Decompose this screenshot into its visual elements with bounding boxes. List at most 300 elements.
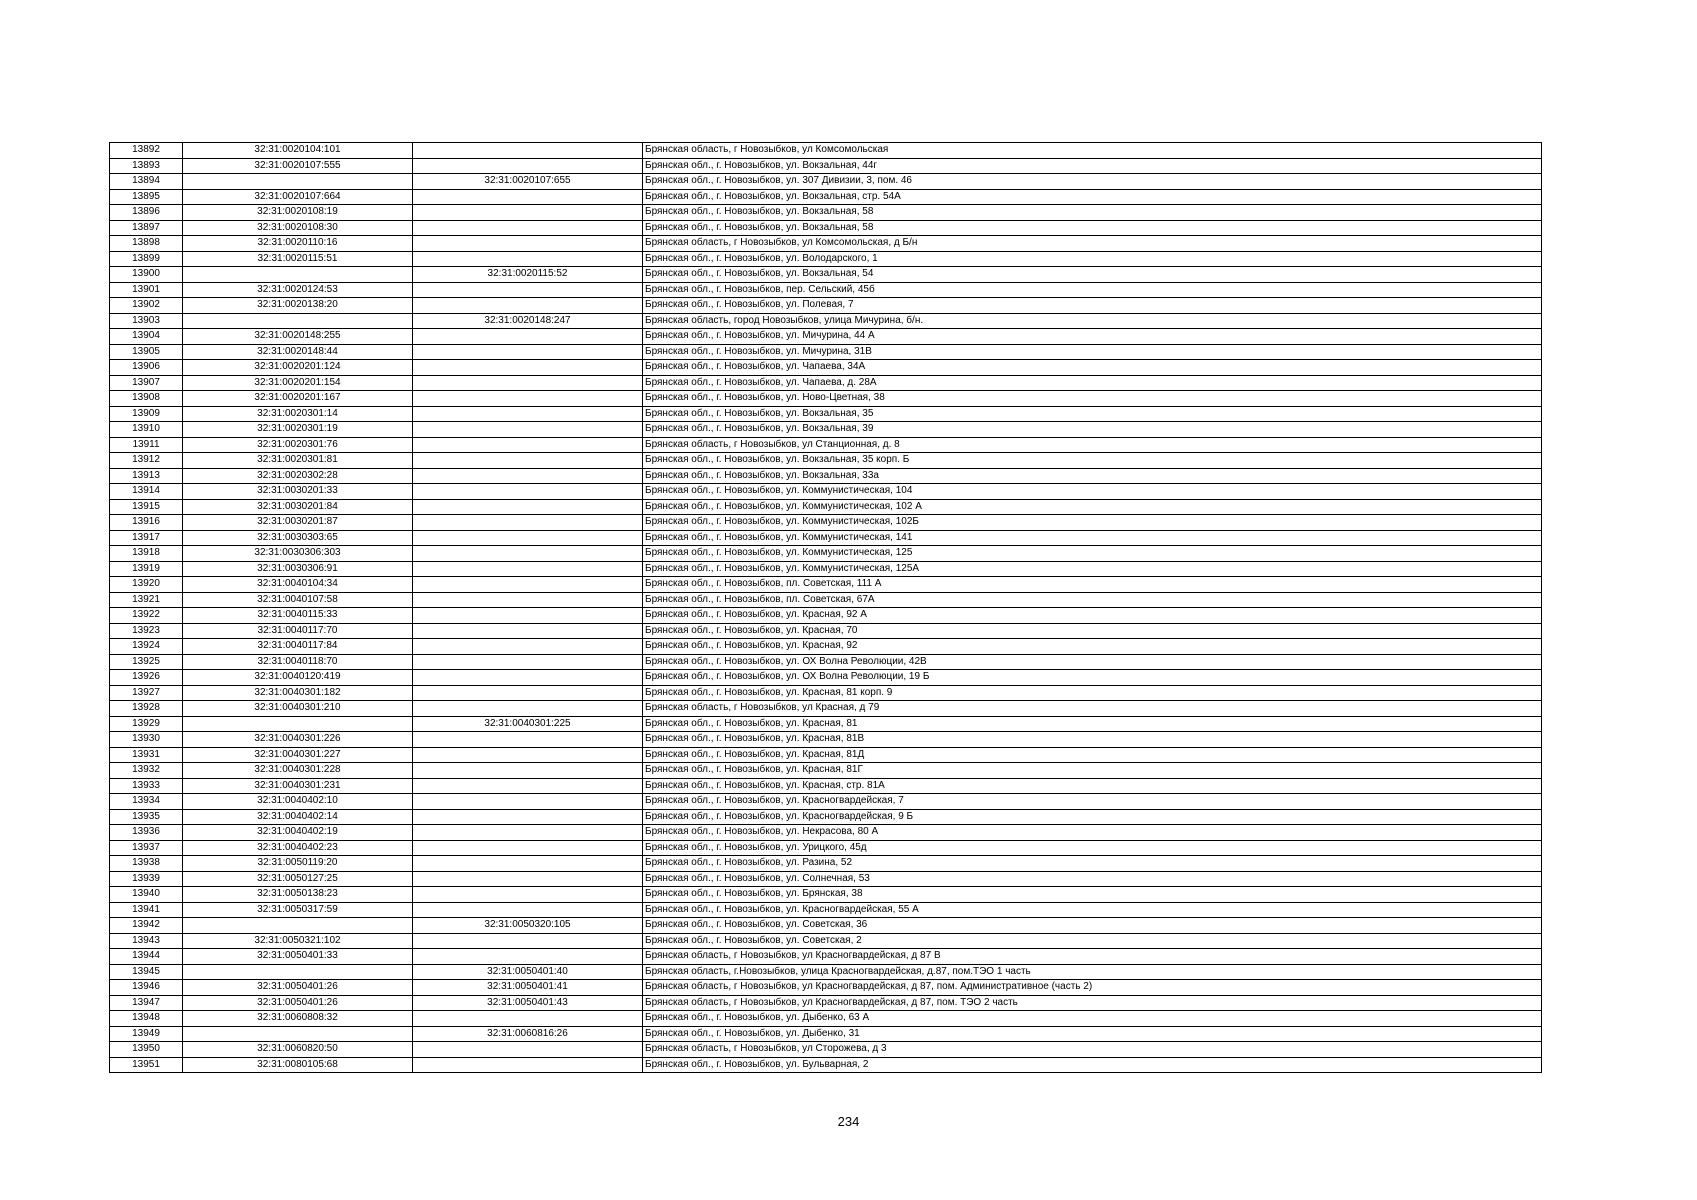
address-cell: Брянская обл., г. Новозыбков, ул. ОХ Волна Революции, 19 Б bbox=[643, 670, 1542, 686]
cadastral-number-alt-cell bbox=[413, 949, 643, 965]
cadastral-number-alt-cell bbox=[413, 840, 643, 856]
cadastral-number-cell: 32:31:0030201:33 bbox=[183, 484, 413, 500]
row-number-cell: 13943 bbox=[110, 933, 183, 949]
table-row bbox=[110, 406, 1542, 422]
table-row bbox=[110, 887, 1542, 903]
table-row bbox=[110, 313, 1542, 329]
address-cell: Брянская обл., г. Новозыбков, ул. Коммунистическая, 102Б bbox=[643, 515, 1542, 531]
registry-table bbox=[109, 142, 1542, 1073]
cadastral-number-cell: 32:31:0050317:59 bbox=[183, 902, 413, 918]
address-cell: Брянская обл., г. Новозыбков, пл. Советская, 111 А bbox=[643, 577, 1542, 593]
cadastral-number-cell: 32:31:0040120:419 bbox=[183, 670, 413, 686]
cadastral-number-cell: 32:31:0020148:44 bbox=[183, 344, 413, 360]
row-number-cell: 13908 bbox=[110, 391, 183, 407]
cadastral-number-cell: 32:31:0020108:19 bbox=[183, 205, 413, 221]
table-row bbox=[110, 282, 1542, 298]
cadastral-number-cell: 32:31:0040301:227 bbox=[183, 747, 413, 763]
table-row bbox=[110, 577, 1542, 593]
cadastral-number-cell: 32:31:0020107:555 bbox=[183, 158, 413, 174]
row-number-cell: 13923 bbox=[110, 623, 183, 639]
cadastral-number-alt-cell bbox=[413, 778, 643, 794]
table-row bbox=[110, 499, 1542, 515]
table-row bbox=[110, 205, 1542, 221]
address-cell: Брянская область, г Новозыбков, ул Красногвардейская, д 87, пом. Административное (часть 2) bbox=[643, 980, 1542, 996]
cadastral-number-alt-cell bbox=[413, 189, 643, 205]
table-row bbox=[110, 468, 1542, 484]
address-cell: Брянская обл., г. Новозыбков, пл. Советская, 67А bbox=[643, 592, 1542, 608]
table-row bbox=[110, 1042, 1542, 1058]
cadastral-number-cell: 32:31:0040402:10 bbox=[183, 794, 413, 810]
cadastral-number-alt-cell bbox=[413, 747, 643, 763]
row-number-cell: 13936 bbox=[110, 825, 183, 841]
page-number: 234 bbox=[837, 1114, 860, 1129]
table-row bbox=[110, 747, 1542, 763]
row-number-cell: 13933 bbox=[110, 778, 183, 794]
address-cell: Брянская обл., г. Новозыбков, ул. Красная, 92 А bbox=[643, 608, 1542, 624]
cadastral-number-cell: 32:31:0020110:16 bbox=[183, 236, 413, 252]
table-row bbox=[110, 825, 1542, 841]
table-row bbox=[110, 794, 1542, 810]
row-number-cell: 13926 bbox=[110, 670, 183, 686]
table-row bbox=[110, 902, 1542, 918]
row-number-cell: 13911 bbox=[110, 437, 183, 453]
address-cell: Брянская обл., г. Новозыбков, ул. Некрасова, 80 А bbox=[643, 825, 1542, 841]
table-row bbox=[110, 1026, 1542, 1042]
address-cell: Брянская область, г Новозыбков, ул Комсомольская bbox=[643, 143, 1542, 159]
address-cell: Брянская обл., г. Новозыбков, ул. Бульварная, 2 bbox=[643, 1057, 1542, 1073]
cadastral-number-alt-cell bbox=[413, 794, 643, 810]
cadastral-number-cell: 32:31:0040402:19 bbox=[183, 825, 413, 841]
row-number-cell: 13947 bbox=[110, 995, 183, 1011]
cadastral-number-alt-cell bbox=[413, 515, 643, 531]
cadastral-number-alt-cell: 32:31:0050401:43 bbox=[413, 995, 643, 1011]
cadastral-number-alt-cell: 32:31:0020107:655 bbox=[413, 174, 643, 190]
table-row bbox=[110, 236, 1542, 252]
row-number-cell: 13895 bbox=[110, 189, 183, 205]
row-number-cell: 13929 bbox=[110, 716, 183, 732]
address-cell: Брянская обл., г. Новозыбков, ул. Красная, 92 bbox=[643, 639, 1542, 655]
cadastral-number-alt-cell: 32:31:0050401:40 bbox=[413, 964, 643, 980]
row-number-cell: 13948 bbox=[110, 1011, 183, 1027]
cadastral-number-cell: 32:31:0050321:102 bbox=[183, 933, 413, 949]
cadastral-number-cell: 32:31:0030306:303 bbox=[183, 546, 413, 562]
row-number-cell: 13949 bbox=[110, 1026, 183, 1042]
address-cell: Брянская обл., г. Новозыбков, ул. Брянская, 38 bbox=[643, 887, 1542, 903]
row-number-cell: 13919 bbox=[110, 561, 183, 577]
address-cell: Брянская область, г Новозыбков, ул Красногвардейская, д 87 В bbox=[643, 949, 1542, 965]
table-row bbox=[110, 871, 1542, 887]
table-row bbox=[110, 716, 1542, 732]
cadastral-number-cell: 32:31:0030201:87 bbox=[183, 515, 413, 531]
cadastral-number-alt-cell bbox=[413, 220, 643, 236]
cadastral-number-cell: 32:31:0040301:228 bbox=[183, 763, 413, 779]
cadastral-number-cell bbox=[183, 918, 413, 934]
table-row bbox=[110, 933, 1542, 949]
cadastral-number-cell: 32:31:0020301:76 bbox=[183, 437, 413, 453]
row-number-cell: 13925 bbox=[110, 654, 183, 670]
cadastral-number-alt-cell bbox=[413, 623, 643, 639]
address-cell: Брянская обл., г. Новозыбков, ул. Вокзальная, 33а bbox=[643, 468, 1542, 484]
address-cell: Брянская обл., г. Новозыбков, ул. Красногвардейская, 7 bbox=[643, 794, 1542, 810]
address-cell: Брянская обл., г. Новозыбков, ул. Володарского, 1 bbox=[643, 251, 1542, 267]
cadastral-number-alt-cell bbox=[413, 406, 643, 422]
address-cell: Брянская обл., г. Новозыбков, ул. Вокзальная, 58 bbox=[643, 220, 1542, 236]
table-row bbox=[110, 778, 1542, 794]
table-row bbox=[110, 453, 1542, 469]
cadastral-number-alt-cell bbox=[413, 1011, 643, 1027]
row-number-cell: 13920 bbox=[110, 577, 183, 593]
cadastral-number-alt-cell: 32:31:0020115:52 bbox=[413, 267, 643, 283]
address-cell: Брянская обл., г. Новозыбков, ул. Вокзальная, стр. 54А bbox=[643, 189, 1542, 205]
row-number-cell: 13932 bbox=[110, 763, 183, 779]
cadastral-number-cell: 32:31:0050401:33 bbox=[183, 949, 413, 965]
row-number-cell: 13893 bbox=[110, 158, 183, 174]
cadastral-number-cell: 32:31:0040301:226 bbox=[183, 732, 413, 748]
row-number-cell: 13922 bbox=[110, 608, 183, 624]
table-row bbox=[110, 592, 1542, 608]
row-number-cell: 13906 bbox=[110, 360, 183, 376]
cadastral-number-alt-cell bbox=[413, 809, 643, 825]
cadastral-number-alt-cell bbox=[413, 282, 643, 298]
address-cell: Брянская обл., г. Новозыбков, ул. 307 Дивизии, 3, пом. 46 bbox=[643, 174, 1542, 190]
table-row bbox=[110, 856, 1542, 872]
address-cell: Брянская обл., г. Новозыбков, ул. Красная, 81 bbox=[643, 716, 1542, 732]
address-cell: Брянская обл., г. Новозыбков, ул. Красная, 81В bbox=[643, 732, 1542, 748]
cadastral-number-alt-cell bbox=[413, 360, 643, 376]
row-number-cell: 13892 bbox=[110, 143, 183, 159]
cadastral-number-cell: 32:31:0040117:84 bbox=[183, 639, 413, 655]
table-row bbox=[110, 964, 1542, 980]
cadastral-number-cell: 32:31:0020301:81 bbox=[183, 453, 413, 469]
address-cell: Брянская обл., г. Новозыбков, пер. Сельский, 45б bbox=[643, 282, 1542, 298]
cadastral-number-cell: 32:31:0060820:50 bbox=[183, 1042, 413, 1058]
address-cell: Брянская обл., г. Новозыбков, ул. Коммунистическая, 141 bbox=[643, 530, 1542, 546]
address-cell: Брянская область, г Новозыбков, ул Комсомольская, д Б/н bbox=[643, 236, 1542, 252]
address-cell: Брянская обл., г. Новозыбков, ул. Красная, 81Д bbox=[643, 747, 1542, 763]
table-row bbox=[110, 530, 1542, 546]
row-number-cell: 13941 bbox=[110, 902, 183, 918]
table-row bbox=[110, 143, 1542, 159]
cadastral-number-cell: 32:31:0030306:91 bbox=[183, 561, 413, 577]
table-row bbox=[110, 546, 1542, 562]
address-cell: Брянская обл., г. Новозыбков, ул. Советская, 36 bbox=[643, 918, 1542, 934]
cadastral-number-cell: 32:31:0020301:14 bbox=[183, 406, 413, 422]
table-row bbox=[110, 732, 1542, 748]
cadastral-number-cell bbox=[183, 1026, 413, 1042]
address-cell: Брянская область, г.Новозыбков, улица Красногвардейская, д.87, пом.ТЭО 1 часть bbox=[643, 964, 1542, 980]
cadastral-number-alt-cell bbox=[413, 639, 643, 655]
cadastral-number-alt-cell bbox=[413, 468, 643, 484]
cadastral-number-alt-cell: 32:31:0050320:105 bbox=[413, 918, 643, 934]
address-cell: Брянская обл., г. Новозыбков, ул. Советская, 2 bbox=[643, 933, 1542, 949]
cadastral-number-alt-cell bbox=[413, 484, 643, 500]
row-number-cell: 13951 bbox=[110, 1057, 183, 1073]
cadastral-number-alt-cell: 32:31:0060816:26 bbox=[413, 1026, 643, 1042]
registry-table-body bbox=[110, 143, 1542, 1073]
table-row bbox=[110, 840, 1542, 856]
table-row bbox=[110, 654, 1542, 670]
address-cell: Брянская обл., г. Новозыбков, ул. Красная, 81 корп. 9 bbox=[643, 685, 1542, 701]
table-row bbox=[110, 1057, 1542, 1073]
table-row bbox=[110, 809, 1542, 825]
cadastral-number-alt-cell bbox=[413, 422, 643, 438]
address-cell: Брянская обл., г. Новозыбков, ул. Разина, 52 bbox=[643, 856, 1542, 872]
row-number-cell: 13907 bbox=[110, 375, 183, 391]
address-cell: Брянская обл., г. Новозыбков, ул. Вокзальная, 44г bbox=[643, 158, 1542, 174]
address-cell: Брянская обл., г. Новозыбков, ул. Красная, 70 bbox=[643, 623, 1542, 639]
row-number-cell: 13901 bbox=[110, 282, 183, 298]
table-row bbox=[110, 437, 1542, 453]
table-row bbox=[110, 515, 1542, 531]
cadastral-number-alt-cell: 32:31:0020148:247 bbox=[413, 313, 643, 329]
cadastral-number-alt-cell bbox=[413, 437, 643, 453]
cadastral-number-alt-cell bbox=[413, 1042, 643, 1058]
address-cell: Брянская обл., г. Новозыбков, ул. Чапаева, 34А bbox=[643, 360, 1542, 376]
row-number-cell: 13898 bbox=[110, 236, 183, 252]
table-row bbox=[110, 158, 1542, 174]
cadastral-number-alt-cell bbox=[413, 143, 643, 159]
address-cell: Брянская обл., г. Новозыбков, ул. Красногвардейская, 9 Б bbox=[643, 809, 1542, 825]
address-cell: Брянская обл., г. Новозыбков, ул. Коммунистическая, 125А bbox=[643, 561, 1542, 577]
cadastral-number-alt-cell bbox=[413, 902, 643, 918]
row-number-cell: 13912 bbox=[110, 453, 183, 469]
address-cell: Брянская обл., г. Новозыбков, ул. Красногвардейская, 55 А bbox=[643, 902, 1542, 918]
table-row bbox=[110, 375, 1542, 391]
address-cell: Брянская обл., г. Новозыбков, ул. Вокзальная, 35 bbox=[643, 406, 1542, 422]
table-row bbox=[110, 267, 1542, 283]
cadastral-number-cell: 32:31:0050119:20 bbox=[183, 856, 413, 872]
cadastral-number-alt-cell bbox=[413, 887, 643, 903]
address-cell: Брянская обл., г. Новозыбков, ул. Мичурина, 44 А bbox=[643, 329, 1542, 345]
table-row bbox=[110, 329, 1542, 345]
cadastral-number-alt-cell bbox=[413, 933, 643, 949]
address-cell: Брянская обл., г. Новозыбков, ул. Красная, стр. 81А bbox=[643, 778, 1542, 794]
address-cell: Брянская область, г Новозыбков, ул Сторожева, д 3 bbox=[643, 1042, 1542, 1058]
cadastral-number-alt-cell bbox=[413, 856, 643, 872]
cadastral-number-alt-cell bbox=[413, 205, 643, 221]
cadastral-number-cell: 32:31:0020115:51 bbox=[183, 251, 413, 267]
table-row bbox=[110, 422, 1542, 438]
row-number-cell: 13924 bbox=[110, 639, 183, 655]
cadastral-number-alt-cell bbox=[413, 871, 643, 887]
cadastral-number-cell: 32:31:0050401:26 bbox=[183, 995, 413, 1011]
cadastral-number-cell: 32:31:0040117:70 bbox=[183, 623, 413, 639]
cadastral-number-cell: 32:31:0040115:33 bbox=[183, 608, 413, 624]
cadastral-number-cell: 32:31:0020104:101 bbox=[183, 143, 413, 159]
cadastral-number-cell: 32:31:0020107:664 bbox=[183, 189, 413, 205]
row-number-cell: 13930 bbox=[110, 732, 183, 748]
table-row bbox=[110, 298, 1542, 314]
cadastral-number-alt-cell bbox=[413, 236, 643, 252]
table-row bbox=[110, 220, 1542, 236]
cadastral-number-alt-cell: 32:31:0040301:225 bbox=[413, 716, 643, 732]
cadastral-number-cell: 32:31:0060808:32 bbox=[183, 1011, 413, 1027]
row-number-cell: 13931 bbox=[110, 747, 183, 763]
row-number-cell: 13894 bbox=[110, 174, 183, 190]
row-number-cell: 13903 bbox=[110, 313, 183, 329]
table-row bbox=[110, 623, 1542, 639]
address-cell: Брянская область, город Новозыбков, улица Мичурина, б/н. bbox=[643, 313, 1542, 329]
table-row bbox=[110, 980, 1542, 996]
cadastral-number-alt-cell bbox=[413, 701, 643, 717]
cadastral-number-cell bbox=[183, 716, 413, 732]
cadastral-number-alt-cell bbox=[413, 1057, 643, 1073]
row-number-cell: 13914 bbox=[110, 484, 183, 500]
cadastral-number-cell: 32:31:0040107:58 bbox=[183, 592, 413, 608]
row-number-cell: 13916 bbox=[110, 515, 183, 531]
table-row bbox=[110, 949, 1542, 965]
cadastral-number-alt-cell bbox=[413, 763, 643, 779]
cadastral-number-alt-cell bbox=[413, 685, 643, 701]
cadastral-number-alt-cell bbox=[413, 577, 643, 593]
cadastral-number-cell bbox=[183, 267, 413, 283]
table-row bbox=[110, 391, 1542, 407]
cadastral-number-cell: 32:31:0050401:26 bbox=[183, 980, 413, 996]
address-cell: Брянская обл., г. Новозыбков, ул. Вокзальная, 39 bbox=[643, 422, 1542, 438]
cadastral-number-cell bbox=[183, 174, 413, 190]
cadastral-number-alt-cell bbox=[413, 158, 643, 174]
row-number-cell: 13944 bbox=[110, 949, 183, 965]
row-number-cell: 13896 bbox=[110, 205, 183, 221]
table-row bbox=[110, 685, 1542, 701]
cadastral-number-cell: 32:31:0020148:255 bbox=[183, 329, 413, 345]
address-cell: Брянская обл., г. Новозыбков, ул. Коммунистическая, 125 bbox=[643, 546, 1542, 562]
cadastral-number-alt-cell bbox=[413, 592, 643, 608]
address-cell: Брянская обл., г. Новозыбков, ул. Вокзальная, 58 bbox=[643, 205, 1542, 221]
address-cell: Брянская обл., г. Новозыбков, ул. Вокзальная, 54 bbox=[643, 267, 1542, 283]
cadastral-number-cell: 32:31:0020201:167 bbox=[183, 391, 413, 407]
row-number-cell: 13900 bbox=[110, 267, 183, 283]
row-number-cell: 13927 bbox=[110, 685, 183, 701]
cadastral-number-alt-cell bbox=[413, 298, 643, 314]
table-row bbox=[110, 561, 1542, 577]
row-number-cell: 13942 bbox=[110, 918, 183, 934]
cadastral-number-alt-cell bbox=[413, 546, 643, 562]
row-number-cell: 13902 bbox=[110, 298, 183, 314]
cadastral-number-alt-cell bbox=[413, 375, 643, 391]
row-number-cell: 13917 bbox=[110, 530, 183, 546]
cadastral-number-cell: 32:31:0020108:30 bbox=[183, 220, 413, 236]
cadastral-number-cell: 32:31:0040301:210 bbox=[183, 701, 413, 717]
table-row bbox=[110, 608, 1542, 624]
cadastral-number-cell: 32:31:0040402:14 bbox=[183, 809, 413, 825]
table-row bbox=[110, 189, 1542, 205]
address-cell: Брянская обл., г. Новозыбков, ул. Вокзальная, 35 корп. Б bbox=[643, 453, 1542, 469]
table-row bbox=[110, 484, 1542, 500]
address-cell: Брянская обл., г. Новозыбков, ул. Чапаева, д. 28А bbox=[643, 375, 1542, 391]
address-cell: Брянская обл., г. Новозыбков, ул. Красная, 81Г bbox=[643, 763, 1542, 779]
cadastral-number-alt-cell bbox=[413, 391, 643, 407]
cadastral-number-cell: 32:31:0020302:28 bbox=[183, 468, 413, 484]
address-cell: Брянская обл., г. Новозыбков, ул. Дыбенко, 63 А bbox=[643, 1011, 1542, 1027]
row-number-cell: 13945 bbox=[110, 964, 183, 980]
table-row bbox=[110, 918, 1542, 934]
cadastral-number-alt-cell bbox=[413, 670, 643, 686]
cadastral-number-alt-cell bbox=[413, 732, 643, 748]
row-number-cell: 13935 bbox=[110, 809, 183, 825]
cadastral-number-cell: 32:31:0040301:231 bbox=[183, 778, 413, 794]
row-number-cell: 13910 bbox=[110, 422, 183, 438]
cadastral-number-cell: 32:31:0040402:23 bbox=[183, 840, 413, 856]
cadastral-number-cell: 32:31:0020301:19 bbox=[183, 422, 413, 438]
cadastral-number-cell: 32:31:0020124:53 bbox=[183, 282, 413, 298]
cadastral-number-alt-cell bbox=[413, 654, 643, 670]
row-number-cell: 13940 bbox=[110, 887, 183, 903]
table-row bbox=[110, 995, 1542, 1011]
cadastral-number-cell: 32:31:0020201:124 bbox=[183, 360, 413, 376]
row-number-cell: 13899 bbox=[110, 251, 183, 267]
cadastral-number-cell bbox=[183, 313, 413, 329]
cadastral-number-cell: 32:31:0030303:65 bbox=[183, 530, 413, 546]
address-cell: Брянская обл., г. Новозыбков, ул. Урицкого, 45д bbox=[643, 840, 1542, 856]
cadastral-number-cell: 32:31:0050138:23 bbox=[183, 887, 413, 903]
table-row bbox=[110, 344, 1542, 360]
cadastral-number-alt-cell bbox=[413, 251, 643, 267]
cadastral-number-alt-cell bbox=[413, 530, 643, 546]
row-number-cell: 13913 bbox=[110, 468, 183, 484]
address-cell: Брянская обл., г. Новозыбков, ул. Солнечная, 53 bbox=[643, 871, 1542, 887]
row-number-cell: 13918 bbox=[110, 546, 183, 562]
row-number-cell: 13909 bbox=[110, 406, 183, 422]
address-cell: Брянская область, г Новозыбков, ул Красная, д 79 bbox=[643, 701, 1542, 717]
row-number-cell: 13937 bbox=[110, 840, 183, 856]
cadastral-number-cell: 32:31:0030201:84 bbox=[183, 499, 413, 515]
cadastral-number-cell: 32:31:0020138:20 bbox=[183, 298, 413, 314]
cadastral-number-alt-cell bbox=[413, 561, 643, 577]
row-number-cell: 13938 bbox=[110, 856, 183, 872]
row-number-cell: 13915 bbox=[110, 499, 183, 515]
table-row bbox=[110, 174, 1542, 190]
row-number-cell: 13934 bbox=[110, 794, 183, 810]
table-row bbox=[110, 701, 1542, 717]
address-cell: Брянская область, г Новозыбков, ул Станционная, д. 8 bbox=[643, 437, 1542, 453]
table-row bbox=[110, 670, 1542, 686]
cadastral-number-cell: 32:31:0040104:34 bbox=[183, 577, 413, 593]
address-cell: Брянская обл., г. Новозыбков, ул. ОХ Волна Революции, 42В bbox=[643, 654, 1542, 670]
table-row bbox=[110, 1011, 1542, 1027]
address-cell: Брянская область, г Новозыбков, ул Красногвардейская, д 87, пом. ТЭО 2 часть bbox=[643, 995, 1542, 1011]
row-number-cell: 13939 bbox=[110, 871, 183, 887]
cadastral-number-cell: 32:31:0080105:68 bbox=[183, 1057, 413, 1073]
address-cell: Брянская обл., г. Новозыбков, ул. Ново-Цветная, 38 bbox=[643, 391, 1542, 407]
table-row bbox=[110, 763, 1542, 779]
row-number-cell: 13921 bbox=[110, 592, 183, 608]
row-number-cell: 13928 bbox=[110, 701, 183, 717]
cadastral-number-alt-cell bbox=[413, 499, 643, 515]
cadastral-number-alt-cell bbox=[413, 453, 643, 469]
row-number-cell: 13897 bbox=[110, 220, 183, 236]
cadastral-number-cell: 32:31:0050127:25 bbox=[183, 871, 413, 887]
table-row bbox=[110, 360, 1542, 376]
cadastral-number-cell bbox=[183, 964, 413, 980]
row-number-cell: 13950 bbox=[110, 1042, 183, 1058]
row-number-cell: 13904 bbox=[110, 329, 183, 345]
cadastral-number-cell: 32:31:0040118:70 bbox=[183, 654, 413, 670]
address-cell: Брянская обл., г. Новозыбков, ул. Коммунистическая, 104 bbox=[643, 484, 1542, 500]
cadastral-number-alt-cell bbox=[413, 329, 643, 345]
table-row bbox=[110, 639, 1542, 655]
row-number-cell: 13946 bbox=[110, 980, 183, 996]
cadastral-number-alt-cell bbox=[413, 608, 643, 624]
cadastral-number-alt-cell bbox=[413, 825, 643, 841]
address-cell: Брянская обл., г. Новозыбков, ул. Дыбенко, 31 bbox=[643, 1026, 1542, 1042]
cadastral-number-cell: 32:31:0020201:154 bbox=[183, 375, 413, 391]
row-number-cell: 13905 bbox=[110, 344, 183, 360]
cadastral-number-cell: 32:31:0040301:182 bbox=[183, 685, 413, 701]
cadastral-number-alt-cell bbox=[413, 344, 643, 360]
cadastral-number-alt-cell: 32:31:0050401:41 bbox=[413, 980, 643, 996]
address-cell: Брянская обл., г. Новозыбков, ул. Полевая, 7 bbox=[643, 298, 1542, 314]
